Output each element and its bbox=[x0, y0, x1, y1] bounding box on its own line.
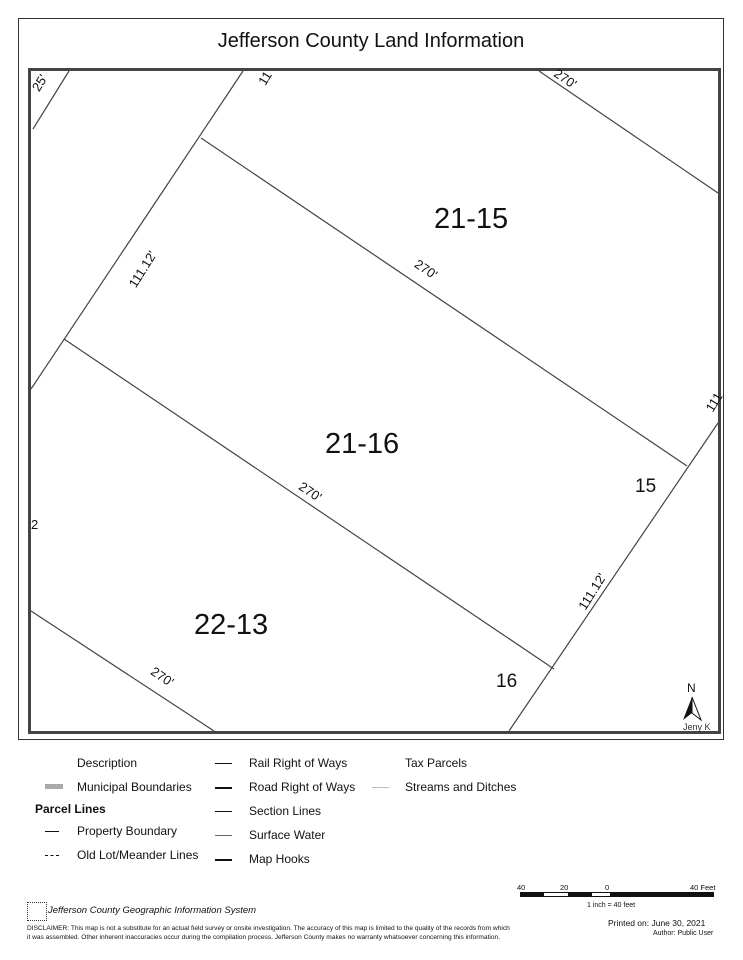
road-swatch bbox=[215, 787, 232, 789]
legend-description: Description bbox=[77, 756, 138, 770]
disclaimer-line-1: DISCLAIMER: This map is not a substitute for an actual field survey or onsite investigation. The accuracy of this map is limited to the quality of the records from which bbox=[27, 925, 510, 932]
old-lot-swatch bbox=[45, 855, 59, 856]
dimension-label: 25' bbox=[28, 71, 51, 95]
parcel-line bbox=[64, 339, 554, 669]
legend-hooks: Map Hooks bbox=[249, 852, 310, 866]
parcel-label-21-16: 21-16 bbox=[325, 428, 400, 460]
map-viewport[interactable] bbox=[28, 65, 726, 734]
dimension-label: 2 bbox=[31, 517, 39, 532]
author: Author: Public User bbox=[653, 930, 714, 937]
scale-tick-20: 20 bbox=[560, 883, 569, 892]
lot-label-15: 15 bbox=[635, 476, 657, 497]
legend-tax: Tax Parcels bbox=[405, 756, 468, 770]
parcel-map bbox=[28, 65, 726, 732]
section-swatch bbox=[215, 811, 232, 812]
scale-tick-0: 0 bbox=[605, 883, 610, 892]
parcel-line bbox=[31, 611, 214, 731]
dimension-label: 111 bbox=[702, 389, 726, 415]
dimension-label: 111.12' bbox=[125, 248, 160, 291]
municipal-boundary-swatch bbox=[45, 784, 63, 789]
scale-note: 1 inch = 40 feet bbox=[587, 902, 636, 909]
corner-label: Jeny K bbox=[683, 722, 711, 732]
surface-water-swatch bbox=[215, 835, 232, 836]
scale-tick-40-left: 40 bbox=[517, 883, 526, 892]
dimension-label: 270' bbox=[551, 65, 580, 92]
legend-parcel-heading: Parcel Lines bbox=[35, 802, 106, 816]
parcel-label-21-15: 21-15 bbox=[434, 203, 509, 235]
streams-swatch bbox=[372, 787, 389, 788]
dimension-label: 111.12' bbox=[575, 570, 610, 613]
legend-property: Property Boundary bbox=[77, 824, 178, 838]
parcel-label-22-13: 22-13 bbox=[194, 609, 269, 641]
legend-municipal: Municipal Boundaries bbox=[77, 780, 192, 794]
dimension-label: 11 bbox=[255, 68, 275, 88]
dimension-label: 270' bbox=[148, 663, 177, 690]
north-arrow-icon bbox=[683, 681, 701, 720]
page-title: Jefferson County Land Information bbox=[217, 30, 525, 52]
parcel-line bbox=[539, 71, 718, 193]
legend-streams: Streams and Ditches bbox=[405, 780, 517, 794]
property-boundary-swatch bbox=[45, 831, 59, 832]
dimension-label: 270' bbox=[296, 478, 325, 505]
parcel-line bbox=[201, 138, 687, 466]
map-hooks-swatch bbox=[215, 859, 232, 861]
dimension-label: 270' bbox=[411, 256, 441, 283]
legend-old-lot: Old Lot/Meander Lines bbox=[77, 848, 199, 862]
parcel-line bbox=[28, 71, 243, 389]
gis-title: Jefferson County Geographic Information System bbox=[48, 905, 257, 916]
scale-tick-40-right: 40 Feet bbox=[690, 883, 716, 892]
svg-text:N: N bbox=[687, 681, 696, 695]
disclaimer-line-2: it was assembled. Other inherent inaccuracies occur during the compilation process. Jefferson County makes no warranty whatsoever concerning this information. bbox=[27, 934, 501, 941]
gis-logo-icon bbox=[27, 902, 47, 921]
rail-swatch bbox=[215, 763, 232, 764]
legend-surface: Surface Water bbox=[249, 828, 326, 842]
lot-label-16: 16 bbox=[496, 671, 518, 692]
legend-road: Road Right of Ways bbox=[249, 780, 356, 794]
legend-rail: Rail Right of Ways bbox=[249, 756, 348, 770]
legend-section: Section Lines bbox=[249, 804, 322, 818]
printed-date: Printed on: June 30, 2021 bbox=[608, 918, 706, 928]
